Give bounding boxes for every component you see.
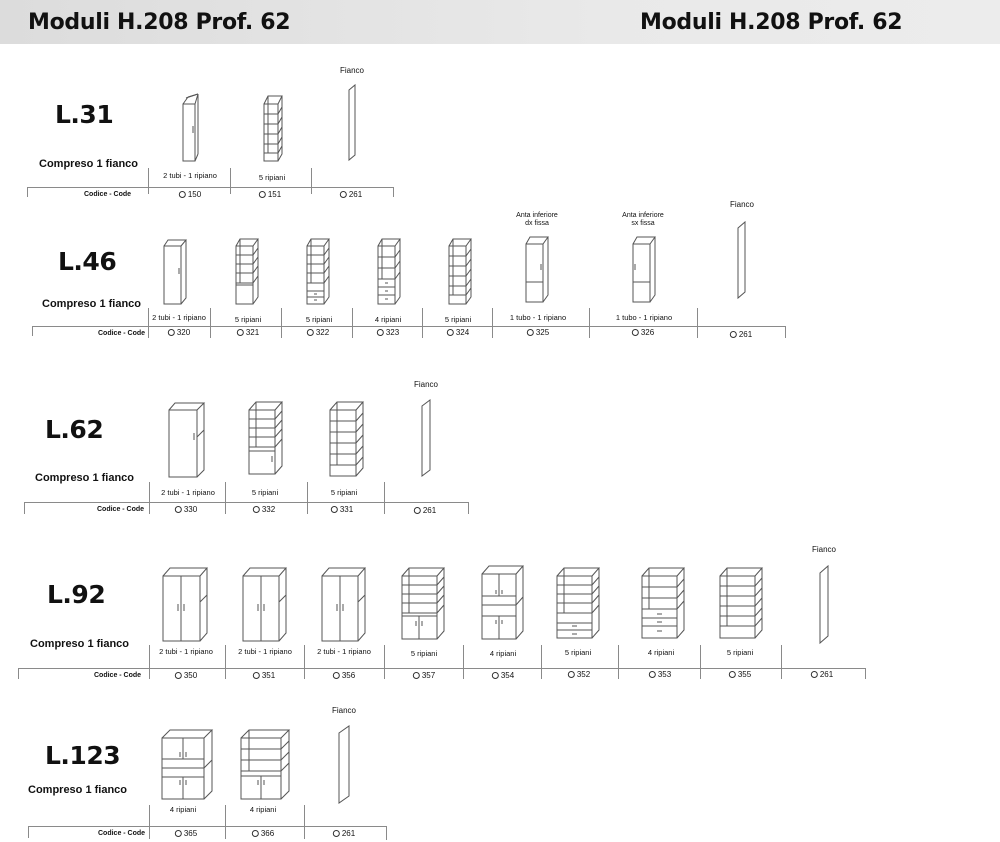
module-desc: 1 tubo - 1 ripiano [615, 313, 673, 322]
module-code: 324 [447, 328, 469, 337]
module-code: 150 [179, 190, 201, 199]
compreso-note: Compreso 1 fianco [42, 298, 142, 310]
module-desc: 2 tubi - 1 ripiano [163, 171, 217, 180]
compreso-note: Compreso 1 fianco [30, 638, 130, 650]
module-desc: 4 ripiani [489, 649, 517, 658]
compreso-note: Compreso 1 fianco [35, 472, 135, 484]
module-code: 354 [492, 671, 514, 680]
width-label: L.62 [45, 415, 104, 444]
module-desc: 5 ripiani [330, 488, 358, 497]
module-code: 326 [632, 328, 654, 337]
module-code: 261 [414, 506, 436, 515]
module-code: 331 [331, 505, 353, 514]
codice-label: Codice - Code [84, 191, 132, 198]
fianco-title: Fianco [729, 200, 755, 209]
fianco-title: Fianco [331, 706, 357, 715]
module-code: 261 [811, 670, 833, 679]
fianco-title: Fianco [339, 66, 365, 75]
compreso-note: Compreso 1 fianco [39, 158, 139, 170]
module-code: 350 [175, 671, 197, 680]
fianco-title: Fianco [413, 380, 439, 389]
module-code: 261 [340, 190, 362, 199]
module-code: 261 [333, 829, 355, 838]
header-title-right: Moduli H.208 Prof. 62 [640, 10, 903, 35]
fianco-title: Fianco [811, 545, 837, 554]
module-code: 261 [730, 330, 752, 339]
codice-label: Codice - Code [97, 506, 145, 513]
module-desc: 5 ripiani [564, 648, 592, 657]
side-panel-drawing [339, 726, 349, 803]
module-drawing [162, 730, 212, 799]
module-code: 321 [237, 328, 259, 337]
header-title-left: Moduli H.208 Prof. 62 [28, 10, 291, 35]
width-label: L.92 [47, 580, 106, 609]
module-code: 351 [253, 671, 275, 680]
codice-label: Codice - Code [98, 830, 146, 837]
module-code: 356 [333, 671, 355, 680]
module-desc: 4 ripiani [249, 805, 277, 814]
codice-label: Codice - Code [94, 672, 142, 679]
width-label: L.46 [58, 247, 117, 276]
module-code: 325 [527, 328, 549, 337]
module-desc: 2 tubi - 1 ripiano [317, 647, 371, 656]
module-desc: 1 tubo - 1 ripiano [509, 313, 567, 322]
module-code: 365 [175, 829, 197, 838]
module-code: 352 [568, 670, 590, 679]
module-desc: 5 ripiani [726, 648, 754, 657]
width-label: L.123 [45, 741, 121, 770]
module-desc: 5 ripiani [444, 315, 472, 324]
module-code: 323 [377, 328, 399, 337]
module-code: 322 [307, 328, 329, 337]
module-desc: 2 tubi - 1 ripiano [159, 647, 213, 656]
module-desc: 4 ripiani [374, 315, 402, 324]
module-code: 366 [252, 829, 274, 838]
module-code: 353 [649, 670, 671, 679]
module-desc: 4 ripiani [169, 805, 197, 814]
module-code: 357 [413, 671, 435, 680]
module-desc: 4 ripiani [647, 648, 675, 657]
module-desc: 5 ripiani [258, 173, 286, 182]
module-desc: 2 tubi - 1 ripiano [238, 647, 292, 656]
module-desc: 5 ripiani [305, 315, 333, 324]
codice-label: Codice - Code [98, 330, 146, 337]
module-desc: 5 ripiani [234, 315, 262, 324]
module-drawing [241, 730, 289, 799]
module-code: 332 [253, 505, 275, 514]
module-code: 320 [168, 328, 190, 337]
module-note: Anta inferiore sx fissa [622, 212, 664, 227]
compreso-note: Compreso 1 fianco [28, 784, 128, 796]
module-desc: 5 ripiani [251, 488, 279, 497]
width-label: L.31 [55, 100, 114, 129]
module-code: 330 [175, 505, 197, 514]
module-desc: 5 ripiani [410, 649, 438, 658]
module-note: Anta inferiore dx fissa [516, 212, 558, 227]
module-desc: 2 tubi - 1 ripiano [161, 488, 215, 497]
module-code: 355 [729, 670, 751, 679]
module-desc: 2 tubi - 1 ripiano [152, 313, 206, 322]
module-code: 151 [259, 190, 281, 199]
